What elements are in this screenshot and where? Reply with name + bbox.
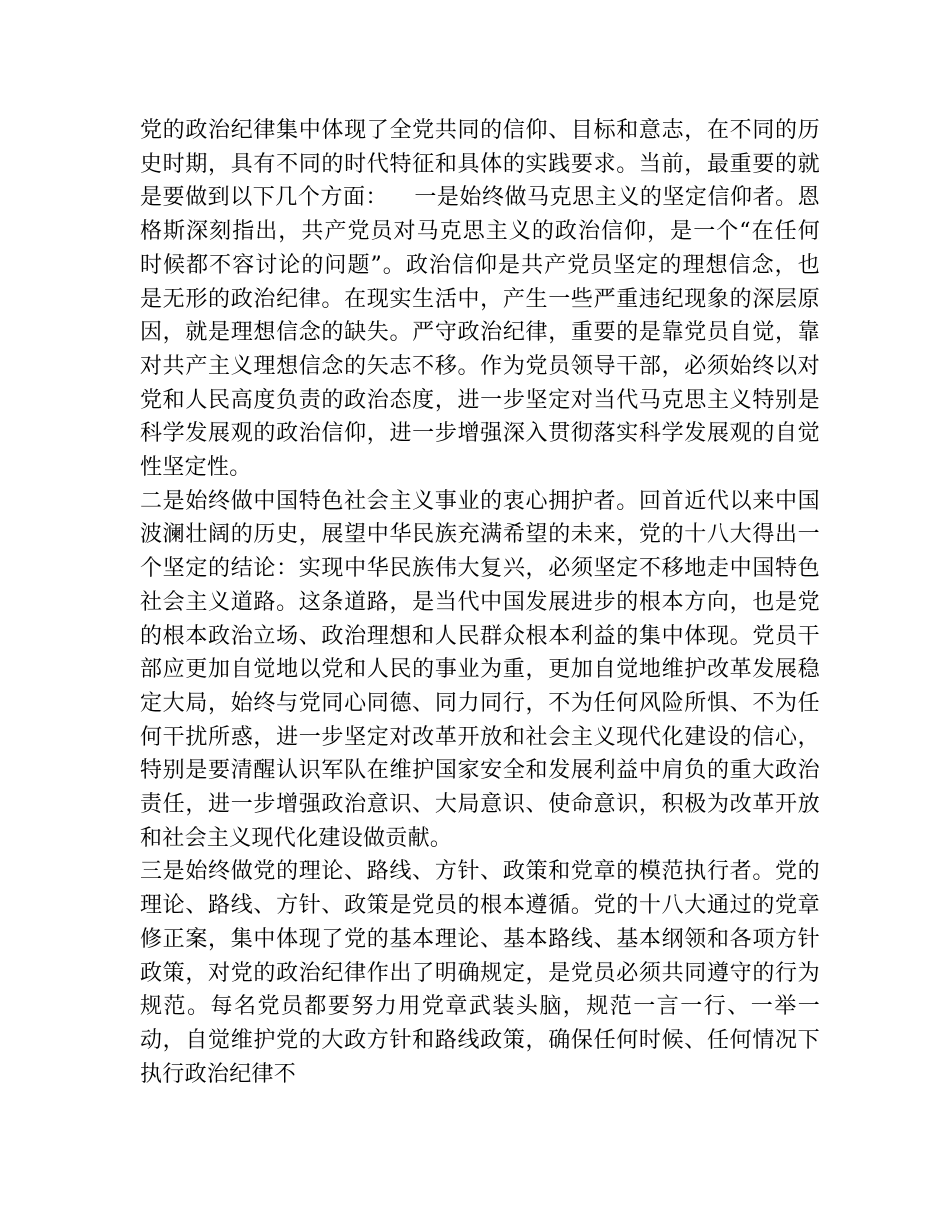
paragraph-1	[140, 114, 820, 485]
paragraph-3: 三是始终做党的理论、路线、方针、政策和党章的模范执行者。党的理论、路线、方针、政策是党员的根本遵循。党的十八大通过的党章修正案，集中体现了党的基本理论、基本路线、基本纲领和各项方针政策，对党的政治纪律作出了明确规定，是党员必须共同遵守的行为规范。每名党员都要努力用党章武装头脑，规范一言一行、一举一动，自觉维护党的大政方针和路线政策，确保任何时候、任何情况下执行政治纪律不	[140, 859, 820, 1087]
paragraph-1-lead: 党的政治纪律集中体现了全党共同的信仰、目标和意志，在不同的历史时期，具有不同的时代特征和具体的实践要求。当前，最重要的就是要做到以下几个方面：	[140, 118, 820, 211]
document-body	[140, 114, 820, 1091]
paragraph-1-rest: 一是始终做马克思主义的坚定信仰者。恩格斯深刻指出，共产党员对马克思主义的政治信仰，是一个“在任何时候都不容讨论的问题”。政治信仰是共产党员坚定的理想信念，也是无形的政治纪律。在现实生活中，产生一些严重违纪现象的深层原因，就是理想信念的缺失。严守政治纪律，重要的是靠党员自觉，靠对共产主义理想信念的矢志不移。作为党员领导干部，必须始终以对党和人民高度负责的政治态度，进一步坚定对当代马克思主义特别是科学发展观的政治信仰，进一步增强深入贯彻落实科学发展观的自觉性坚定性。	[140, 185, 820, 481]
paragraph-2: 二是始终做中国特色社会主义事业的衷心拥护者。回首近代以来中国波澜壮阔的历史，展望中华民族充满希望的未来，党的十八大得出一个坚定的结论：实现中华民族伟大复兴，必须坚定不移地走中国特色社会主义道路。这条道路，是当代中国发展进步的根本方向，也是党的根本政治立场、政治理想和人民群众根本利益的集中体现。党员干部应更加自觉地以党和人民的事业为重，更加自觉地维护改革发展稳定大局，始终与党同心同德、同力同行，不为任何风险所惧、不为任何干扰所惑，进一步坚定对改革开放和社会主义现代化建设的信心，特别是要清醒认识军队在维护国家安全和发展利益中肩负的重大政治责任，进一步增强政治意识、大局意识、使命意识，积极为改革开放和社会主义现代化建设做贡献。	[140, 488, 820, 851]
